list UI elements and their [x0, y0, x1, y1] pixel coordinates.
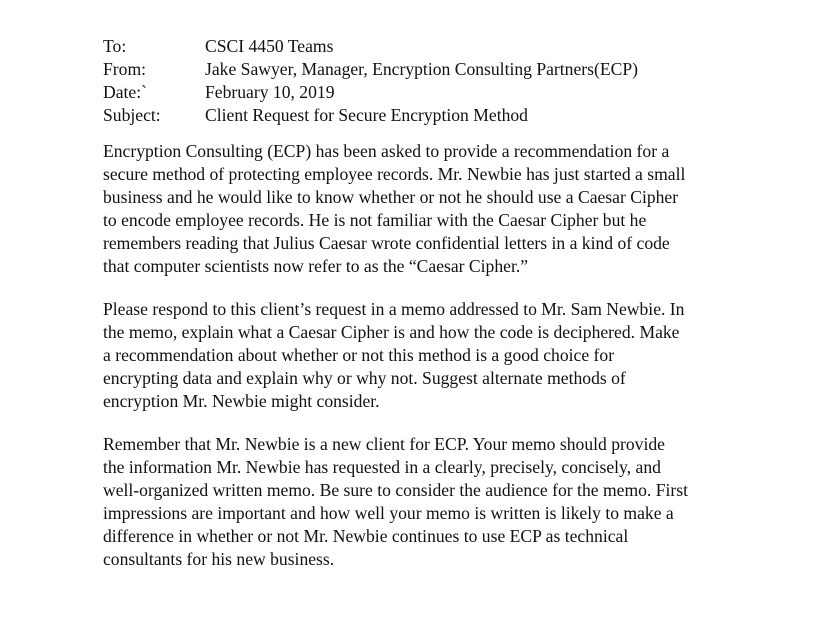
- memo-document: [103, 35, 793, 591]
- subject-row: [103, 104, 793, 127]
- paragraph-line: business and he would like to know whether or not he should use a Caesar Cipher: [103, 187, 679, 207]
- paragraph-line: Encryption Consulting (ECP) has been asked to provide a recommendation for a: [103, 141, 670, 161]
- memo-header: [103, 35, 793, 127]
- paragraph-line: the information Mr. Newbie has requested in a clearly, precisely, concisely, and: [103, 457, 661, 477]
- paragraph-line: secure method of protecting employee records. Mr. Newbie has just started a small: [103, 164, 686, 184]
- paragraph-reminder: [103, 433, 793, 571]
- date-row: [103, 81, 793, 104]
- to-row: [103, 35, 793, 58]
- paragraph-line: well-organized written memo. Be sure to consider the audience for the memo. First: [103, 480, 688, 500]
- subject-value: Client Request for Secure Encryption Method: [205, 105, 528, 125]
- paragraph-instructions: [103, 298, 793, 413]
- paragraph-line: impressions are important and how well your memo is written is likely to make a: [103, 503, 674, 523]
- paragraph-line: remembers reading that Julius Caesar wrote confidential letters in a kind of code: [103, 233, 670, 253]
- paragraph-line: a recommendation about whether or not this method is a good choice for: [103, 345, 615, 365]
- date-value: February 10, 2019: [205, 82, 335, 102]
- from-row: [103, 58, 793, 81]
- to-value: CSCI 4450 Teams: [205, 36, 334, 56]
- paragraph-line: the memo, explain what a Caesar Cipher is and how the code is deciphered. Make: [103, 322, 680, 342]
- paragraph-line: encryption Mr. Newbie might consider.: [103, 391, 380, 411]
- paragraph-line: encrypting data and explain why or why not. Suggest alternate methods of: [103, 368, 626, 388]
- from-value: Jake Sawyer, Manager, Encryption Consulting Partners(ECP): [205, 59, 638, 79]
- paragraph-line: difference in whether or not Mr. Newbie continues to use ECP as technical: [103, 526, 629, 546]
- paragraph-request: [103, 140, 793, 278]
- paragraph-line: consultants for his new business.: [103, 549, 335, 569]
- paragraph-line: that computer scientists now refer to as the “Caesar Cipher.”: [103, 256, 529, 276]
- subject-label: Subject:: [103, 105, 161, 125]
- paragraph-line: to encode employee records. He is not familiar with the Caesar Cipher but he: [103, 210, 647, 230]
- paragraph-line: Please respond to this client’s request in a memo addressed to Mr. Sam Newbie. In: [103, 299, 685, 319]
- from-label: From:: [103, 59, 147, 79]
- to-label: To:: [103, 36, 127, 56]
- paragraph-line: Remember that Mr. Newbie is a new client for ECP. Your memo should provide: [103, 434, 665, 454]
- date-label: Date:`: [103, 82, 147, 102]
